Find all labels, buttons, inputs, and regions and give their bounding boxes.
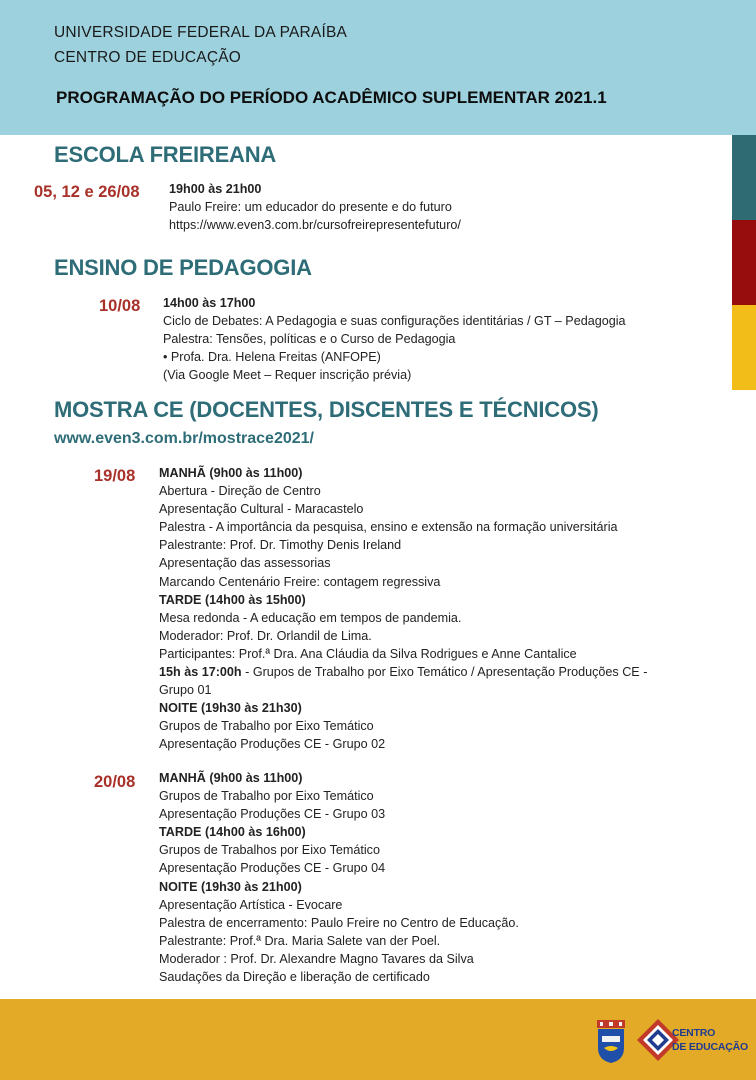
- event-line: • Profa. Dra. Helena Freitas (ANFOPE): [163, 350, 381, 365]
- schedule-line: Abertura - Direção de Centro: [159, 484, 321, 499]
- schedule-line: Apresentação Artística - Evocare: [159, 897, 343, 912]
- schedule-line: Mesa redonda - A educação em tempos de pandemia.: [159, 610, 462, 625]
- logo-text-line2: DE EDUCAÇÃO: [672, 1041, 748, 1053]
- ufpb-crest-logo: [596, 1018, 626, 1064]
- schedule-line: Grupos de Trabalho por Eixo Temático: [159, 719, 374, 734]
- stripe-red: [732, 220, 756, 305]
- section-title-ensino: ENSINO DE PEDAGOGIA: [54, 255, 312, 280]
- schedule-line: Palestrante: Prof.ª Dra. Maria Salete van der Poel.: [159, 933, 441, 948]
- schedule-line: Saudações da Direção e liberação de certificado: [159, 970, 430, 985]
- schedule-line: Apresentação Cultural - Maracastelo: [159, 502, 364, 517]
- schedule-line: Apresentação Produções CE - Grupo 02: [159, 737, 386, 752]
- schedule-line: Apresentação Produções CE - Grupo 03: [159, 807, 386, 822]
- centro-educacao-logo: [636, 1018, 736, 1062]
- event-details: [163, 294, 626, 384]
- program-title: PROGRAMAÇÃO DO PERÍODO ACADÊMICO SUPLEMENTAR 2021.1: [56, 88, 607, 107]
- header-banner: [0, 0, 756, 135]
- event-line: (Via Google Meet – Requer inscrição prévia): [163, 368, 412, 383]
- event-date: 19/08: [94, 467, 136, 485]
- event-date: 05, 12 e 26/08: [34, 183, 140, 201]
- period-label: NOITE (19h30 às 21h30): [159, 701, 302, 716]
- event-time: 14h00 às 17h00: [163, 296, 256, 310]
- schedule-line: Palestrante: Prof. Dr. Timothy Denis Ireland: [159, 538, 402, 553]
- event-line: Ciclo de Debates: A Pedagogia e suas configurações identitárias / GT – Pedagogia: [163, 314, 626, 329]
- event-description: Paulo Freire: um educador do presente e do futuro: [169, 200, 452, 215]
- event-line: Palestra: Tensões, políticas e o Curso de Pedagogia: [163, 332, 456, 347]
- event-link[interactable]: https://www.even3.com.br/cursofreirepresentefuturo/: [169, 218, 461, 233]
- schedule-time: 15h às 17:00h: [159, 665, 242, 680]
- event-details: [169, 180, 461, 234]
- period-label: MANHÃ (9h00 às 11h00): [159, 771, 303, 785]
- day1-schedule: [159, 464, 681, 754]
- schedule-line: [159, 663, 681, 699]
- day2-schedule: [159, 769, 519, 986]
- institution-name: UNIVERSIDADE FEDERAL DA PARAÍBA: [54, 24, 348, 41]
- stripe-yellow: [732, 305, 756, 390]
- event-date: 10/08: [99, 297, 141, 315]
- event-date: 20/08: [94, 773, 136, 791]
- period-label: NOITE (19h30 às 21h00): [159, 879, 302, 894]
- stripe-teal: [732, 135, 756, 220]
- logo-text-line1: CENTRO: [672, 1027, 716, 1039]
- period-label: TARDE (14h00 às 16h00): [159, 825, 306, 840]
- decorative-stripes: [732, 135, 756, 390]
- schedule-line: Marcando Centenário Freire: contagem regressiva: [159, 574, 441, 589]
- schedule-line: Apresentação Produções CE - Grupo 04: [159, 861, 386, 876]
- section-title-escola: ESCOLA FREIREANA: [54, 142, 277, 167]
- section-title-mostra: MOSTRA CE (DOCENTES, DISCENTES E TÉCNICOS): [54, 397, 599, 422]
- schedule-line: Participantes: Prof.ª Dra. Ana Cláudia da Silva Rodrigues e Anne Cantalice: [159, 646, 577, 661]
- period-label: MANHÃ (9h00 às 11h00): [159, 466, 303, 480]
- schedule-line: Palestra de encerramento: Paulo Freire no Centro de Educação.: [159, 915, 519, 930]
- schedule-line: Grupos de Trabalhos por Eixo Temático: [159, 843, 380, 858]
- schedule-line: Moderador: Prof. Dr. Orlandil de Lima.: [159, 628, 372, 643]
- mostra-link[interactable]: www.even3.com.br/mostrace2021/: [54, 430, 314, 447]
- schedule-text: - Grupos de Trabalho por Eixo Temático / Apresentação Produções CE - Grupo 01: [159, 665, 648, 698]
- center-name: CENTRO DE EDUCAÇÃO: [54, 49, 242, 66]
- schedule-line: Moderador : Prof. Dr. Alexandre Magno Tavares da Silva: [159, 951, 474, 966]
- event-time: 19h00 às 21h00: [169, 182, 262, 196]
- schedule-line: Palestra - A importância da pesquisa, ensino e extensão na formação universitária: [159, 520, 618, 535]
- schedule-line: Grupos de Trabalho por Eixo Temático: [159, 789, 374, 804]
- period-label: TARDE (14h00 às 15h00): [159, 592, 306, 607]
- schedule-line: Apresentação das assessorias: [159, 556, 331, 571]
